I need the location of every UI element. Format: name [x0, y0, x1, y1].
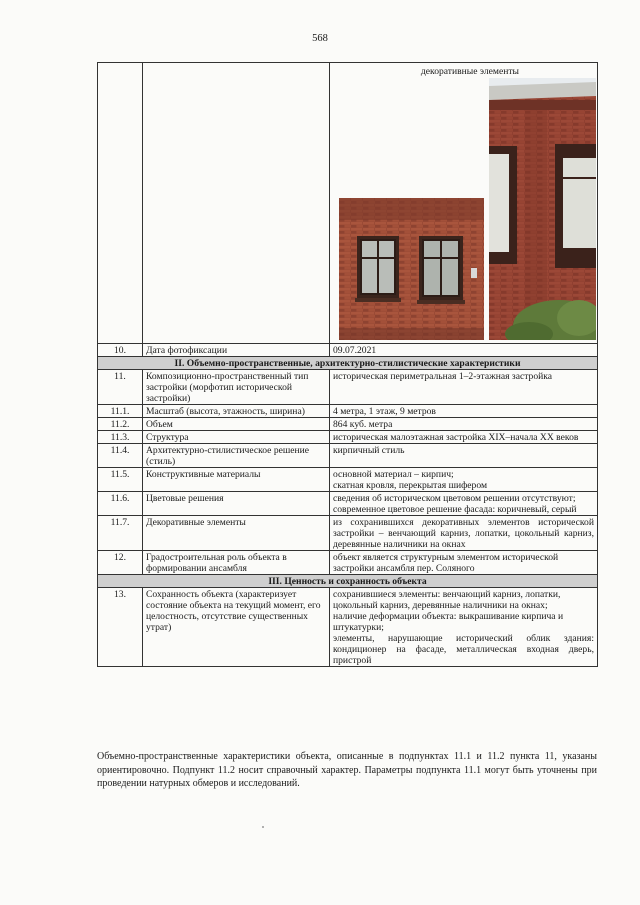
value-line: сведения об историческом цветовом решении отсутствуют;	[333, 493, 576, 504]
row-number: 11.2.	[98, 418, 143, 431]
table-row-11-1	[98, 405, 598, 418]
row-number: 11.6.	[98, 492, 143, 516]
table-row-11-7	[98, 516, 598, 551]
photo-cell	[330, 63, 598, 344]
page-number: 568	[312, 33, 328, 44]
row-number: 12.	[98, 551, 143, 575]
row-label: Градостроительная роль объекта в формировании ансамбля	[143, 551, 330, 575]
row-value: кирпичный стиль	[330, 444, 598, 468]
num-cell	[98, 63, 143, 344]
row-value: 09.07.2021	[330, 344, 598, 357]
table-row-photos	[98, 63, 598, 344]
value-line: сохранившиеся элементы: венчающий карниз, лопатки, цокольный карниз, деревянные наличники на окнах;	[333, 589, 561, 611]
row-number: 11.4.	[98, 444, 143, 468]
section-title: III. Ценность и сохранность объекта	[98, 575, 598, 588]
table-row-11-6	[98, 492, 598, 516]
table-row-10	[98, 344, 598, 357]
row-number: 11.1.	[98, 405, 143, 418]
table-row-11-5	[98, 468, 598, 492]
row-value	[330, 588, 598, 667]
row-label: Конструктивные материалы	[143, 468, 330, 492]
row-number: 10.	[98, 344, 143, 357]
row-label: Декоративные элементы	[143, 516, 330, 551]
value-line: элементы, нарушающие исторический облик здания: кондиционер на фасаде, металлическая входная дверь, пристрой	[333, 633, 594, 666]
row-value: из сохранившихся декоративных элементов исторической застройки – венчающий карниз, лопатки, цокольный карниз, деревянные наличники на окнах	[330, 516, 598, 551]
row-value: объект является структурным элементом исторической застройки ансамбля пер. Соляного	[330, 551, 598, 575]
row-value	[330, 468, 598, 492]
row-number: 13.	[98, 588, 143, 667]
row-number: 11.5.	[98, 468, 143, 492]
table-row-13	[98, 588, 598, 667]
row-label: Композиционно-пространственный тип застройки (морфотип исторической застройки)	[143, 370, 330, 405]
scan-speck	[262, 826, 264, 828]
photo-facade-corner	[489, 78, 596, 340]
table-row-11	[98, 370, 598, 405]
row-number: 11.	[98, 370, 143, 405]
value-line: современное цветовое решение фасада: коричневый, серый	[333, 504, 577, 515]
row-value: историческая малоэтажная застройка XIX–начала XX веков	[330, 431, 598, 444]
photo-window-detail	[339, 198, 484, 340]
table-row-11-4	[98, 444, 598, 468]
label-cell	[143, 63, 330, 344]
row-label: Дата фотофиксации	[143, 344, 330, 357]
row-label: Масштаб (высота, этажность, ширина)	[143, 405, 330, 418]
value-line: наличие деформации объекта: выкрашивание кирпича и штукатурки;	[333, 611, 564, 633]
row-value: историческая периметральная 1–2-этажная застройка	[330, 370, 598, 405]
row-value: 864 куб. метра	[330, 418, 598, 431]
table-row-12	[98, 551, 598, 575]
table-row-11-3	[98, 431, 598, 444]
section-header-2	[98, 357, 598, 370]
section-header-3	[98, 575, 598, 588]
section-title: II. Объемно-пространственные, архитектурно-стилистические характеристики	[98, 357, 598, 370]
row-label: Цветовые решения	[143, 492, 330, 516]
row-value: 4 метра, 1 этаж, 9 метров	[330, 405, 598, 418]
photo-caption: декоративные элементы	[420, 66, 519, 77]
row-label: Объем	[143, 418, 330, 431]
row-label: Архитектурно-стилистическое решение (стиль)	[143, 444, 330, 468]
value-line: основной материал – кирпич;	[333, 469, 454, 480]
object-passport-table	[97, 62, 598, 667]
value-line: скатная кровля, перекрытая шифером	[333, 480, 488, 491]
row-label: Структура	[143, 431, 330, 444]
footnote: Объемно-пространственные характеристики объекта, описанные в подпунктах 11.1 и 11.2 пункта 11, указаны ориентировочно. Подпункт 11.2 носит справочный характер. Параметры подпункта 11.1 могут быть уточнены при проведении натурных обмеров и исследований.	[97, 751, 597, 789]
row-number: 11.7.	[98, 516, 143, 551]
row-value	[330, 492, 598, 516]
row-number: 11.3.	[98, 431, 143, 444]
table-row-11-2	[98, 418, 598, 431]
row-label: Сохранность объекта (характеризует состояние объекта на текущий момент, его целостность, отсутствие существенных утрат)	[143, 588, 330, 667]
